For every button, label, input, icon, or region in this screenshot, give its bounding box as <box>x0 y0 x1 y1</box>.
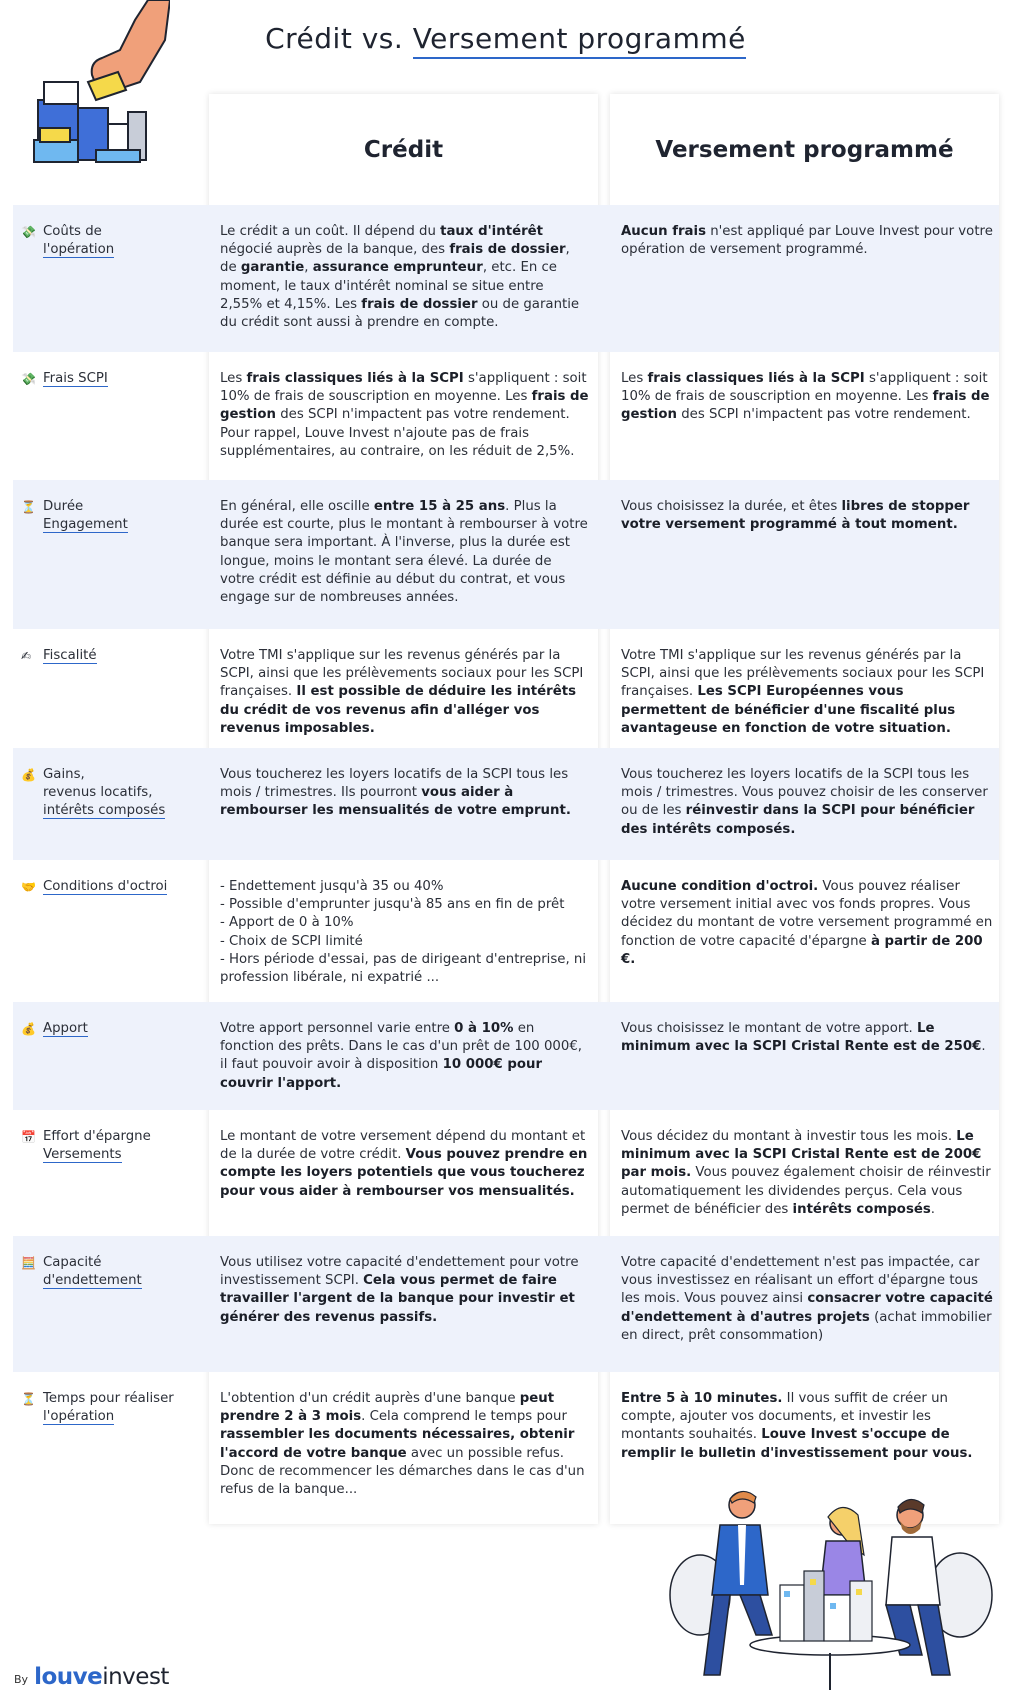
credit-cell: Le montant de votre versement dépend du montant et de la durée de votre crédit. Vous pouvez prendre en compte les loyers potentiels que vous toucherez pour vous aider à rembourser vos mensualités. <box>220 1129 588 1199</box>
row-label <box>21 498 196 534</box>
row-label-text: Gains, revenus locatifs, intérêts composés <box>43 767 166 819</box>
handshake-icon: 🤝 <box>21 880 36 894</box>
credit-cell: - Endettement jusqu'à 35 ou 40% - Possible d'emprunter jusqu'à 85 ans en fin de prêt - Apport de 0 à 10% - Choix de SCPI limité - Hors période d'essai, pas de dirigeant d'entreprise, ni profession libérale, ni expatrié ... <box>220 879 587 986</box>
row-label <box>21 766 196 821</box>
table-row <box>13 1110 999 1236</box>
table-row <box>13 1236 999 1372</box>
row-label-text: Temps pour réaliser l'opération <box>43 1391 174 1425</box>
row-label <box>21 1128 196 1164</box>
row-label <box>21 1390 196 1426</box>
vp-cell: Entre 5 à 10 minutes. Il vous suffit de créer un compte, ajouter vos documents, et investir les montants souhaités. Louve Invest s'occupe de remplir le bulletin d'investissement pour vous. <box>621 1391 973 1461</box>
table-row <box>13 1002 999 1110</box>
money-bag-icon: 💰 <box>21 768 36 782</box>
writing-hand-icon: ✍ <box>21 649 32 663</box>
money-bag-icon: 💰 <box>21 1022 36 1036</box>
vp-cell: Les frais classiques liés à la SCPI s'appliquent : soit 10% de frais de souscription en moyenne. Les frais de gestion des SCPI n'impactent pas votre rendement. <box>621 371 990 423</box>
row-label <box>21 878 196 896</box>
title-part-2: Versement programmé <box>413 22 746 59</box>
column-header-vp: Versement programmé <box>655 137 954 163</box>
credit-cell: Votre TMI s'applique sur les revenus générés par la SCPI, ainsi que les prélèvements sociaux pour les SCPI françaises. Il est possible de déduire les intérêts du crédit de vos revenus afin d'alléger vos revenus imposables. <box>220 648 584 736</box>
vp-cell: Votre TMI s'applique sur les revenus générés par la SCPI, ainsi que les prélèvements sociaux pour les SCPI françaises. Les SCPI Européennes vous permettent de bénéficier d'une fiscalité plus avantageuse en fonction de votre situation. <box>621 648 985 736</box>
vp-cell: Vous choisissez la durée, et êtes libres de stopper votre versement programmé à tout moment. <box>621 499 970 533</box>
row-label-text: Frais SCPI <box>43 371 108 386</box>
credit-cell: L'obtention d'un crédit auprès d'une banque peut prendre 2 à 3 mois. Cela comprend le temps pour rassembler les documents nécessaires, obtenir l'accord de votre banque avec un possible refus. Donc de recommencer les démarches dans le cas d'un refus de la banque... <box>220 1391 585 1498</box>
table-row <box>13 860 999 1002</box>
table-row <box>13 748 999 860</box>
credit-cell: En général, elle oscille entre 15 à 25 ans. Plus la durée est courte, plus le montant à rembourser à votre banque sera important. À l'inverse, plus la durée est longue, moins le montant sera élevé. La durée de votre crédit est définie au début du contrat, et vous engage sur de nombreuses années. <box>220 499 588 606</box>
row-label-text: Capacité d'endettement <box>43 1255 142 1289</box>
table-row <box>13 480 999 629</box>
row-label-text: Effort d'épargne Versements <box>43 1129 151 1163</box>
vp-cell: Aucune condition d'octroi. Vous pouvez réaliser votre versement initial avec vos fonds propres. Vous décidez du montant de votre versement programmé en fonction de votre capacité d'épargne à partir de 200 €. <box>621 879 993 967</box>
table-row <box>13 629 999 748</box>
row-label <box>21 647 196 665</box>
hourglass-icon: ⏳ <box>21 1392 36 1406</box>
brand-by: By <box>14 1673 29 1686</box>
hand-blocks-illustration <box>30 0 170 175</box>
calendar-icon: 📅 <box>21 1130 36 1144</box>
money-icon: 💸 <box>21 225 36 239</box>
credit-cell: Votre apport personnel varie entre 0 à 10% en fonction des prêts. Dans le cas d'un prêt de 100 000€, il faut pouvoir avoir à disposition 10 000€ pour couvrir l'apport. <box>220 1021 583 1091</box>
hourglass-icon: ⏳ <box>21 500 36 514</box>
vp-cell: Vous décidez du montant à investir tous les mois. Le minimum avec la SCPI Cristal Rente est de 200€ par mois. Vous pouvez également choisir de réinvestir automatiquement les dividendes perçus. Cela vous permet de bénéficier des intérêts composés. <box>621 1129 991 1217</box>
row-label-text: Fiscalité <box>43 648 97 663</box>
credit-cell: Vous toucherez les loyers locatifs de la SCPI tous les mois / trimestres. Ils pourront vous aider à rembourser les mensualités de votre emprunt. <box>220 767 571 819</box>
table-row <box>13 352 999 480</box>
row-label-text: Apport <box>43 1021 88 1036</box>
people-meeting-illustration <box>660 1485 1000 1695</box>
vp-cell: Vous choisissez le montant de votre apport. Le minimum avec la SCPI Cristal Rente est de 250€. <box>621 1021 986 1055</box>
abacus-icon: 🧮 <box>21 1256 36 1270</box>
column-header-credit: Crédit <box>363 137 444 163</box>
row-label <box>21 370 196 388</box>
credit-cell: Vous utilisez votre capacité d'endettement pour votre investissement SCPI. Cela vous permet de faire travailler l'argent de la banque pour investir et générer des revenus passifs. <box>220 1255 579 1325</box>
row-label-text: Durée Engagement <box>43 499 128 533</box>
brand-logo <box>14 1664 169 1690</box>
title-part-1: Crédit vs. <box>265 22 413 55</box>
brand-name-1: louve <box>34 1664 103 1690</box>
row-label-text: Conditions d'octroi <box>43 879 168 894</box>
row-label <box>21 1020 196 1038</box>
vp-cell: Vous toucherez les loyers locatifs de la SCPI tous les mois / trimestres. Vous pouvez choisir de les conserver ou de les réinvestir dans la SCPI pour bénéficier des intérêts composés. <box>621 767 988 837</box>
table-row <box>13 205 999 352</box>
brand-name <box>34 1664 169 1690</box>
money-icon: 💸 <box>21 372 36 386</box>
brand-name-2: invest <box>102 1664 169 1690</box>
row-label <box>21 1254 196 1290</box>
vp-cell: Aucun frais n'est appliqué par Louve Invest pour votre opération de versement programmé. <box>621 224 993 258</box>
row-label <box>21 223 196 259</box>
credit-cell: Le crédit a un coût. Il dépend du taux d'intérêt négocié auprès de la banque, des frais de dossier, de garantie, assurance emprunteur, etc. En ce moment, le taux d'intérêt nominal se situe entre 2,55% et 4,15%. Les frais de dossier ou de garantie du crédit sont aussi à prendre en compte. <box>220 224 580 331</box>
row-label-text: Coûts de l'opération <box>43 224 115 258</box>
vp-cell: Votre capacité d'endettement n'est pas impactée, car vous investissez en réalisant un effort d'épargne tous les mois. Vous pouvez ainsi consacrer votre capacité d'endettement à d'autres projets (achat immobilier en direct, prêt consommation) <box>621 1255 993 1343</box>
credit-cell: Les frais classiques liés à la SCPI s'appliquent : soit 10% de frais de souscription en moyenne. Les frais de gestion des SCPI n'impactent pas votre rendement. Pour rappel, Louve Invest n'ajoute pas de frais supplémentaires, au contraire, on les réduit de 2,5%. <box>220 371 589 459</box>
